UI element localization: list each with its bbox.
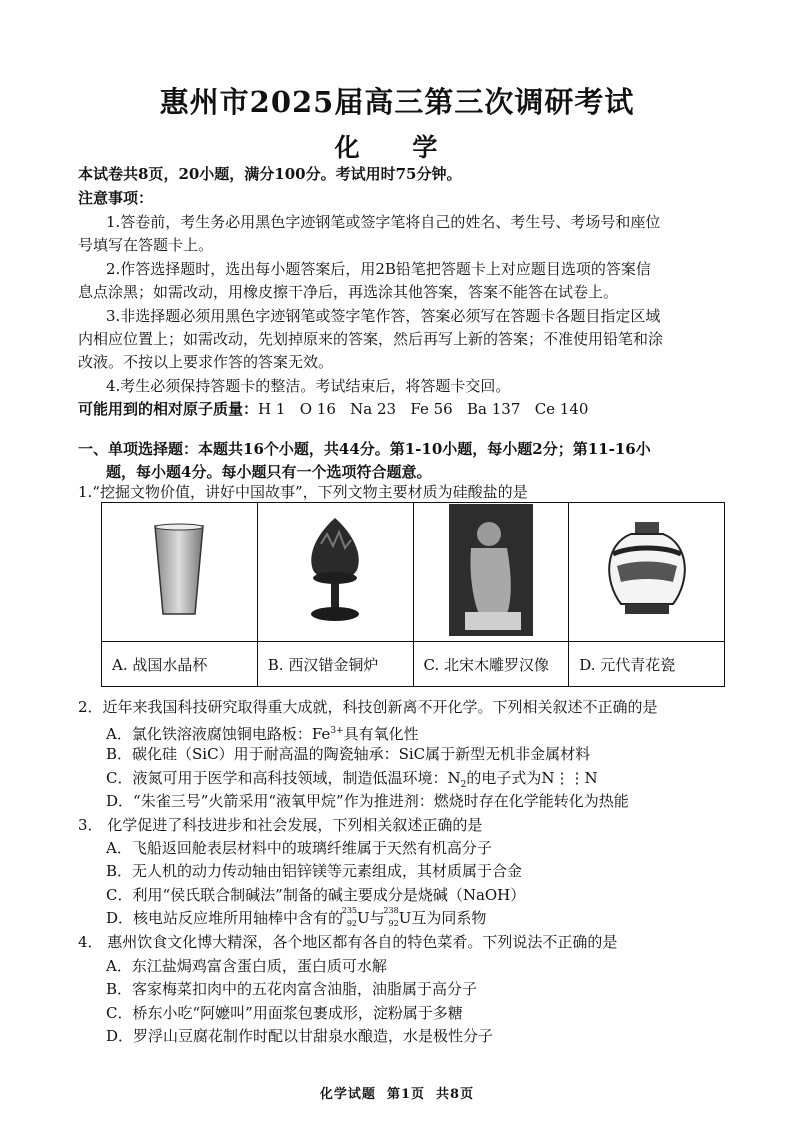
note-2-line-1: 2.作答选择题时，选出每小题答案后，用2B铅笔把答题卡上对应题目选项的答案信	[106, 260, 651, 278]
q2-option-c-text: C．液氮可用于医学和高科技领域，制造低温环境：N	[106, 769, 461, 787]
nuclide-235-atomic-number: 92	[346, 919, 358, 928]
bronze-censer-image	[297, 514, 373, 626]
exam-summary: 本试卷共8页，20小题，满分100分。考试用时75分钟。	[78, 165, 462, 183]
atomic-mass-line	[78, 398, 588, 420]
q2-option-b[interactable]: B．碳化硅（SiC）用于耐高温的陶瓷轴承：SiC属于新型无机非金属材料	[106, 745, 591, 763]
q1-artifact-table	[101, 502, 725, 687]
section-1-line-1: 一、单项选择题：本题共16个小题，共44分。第1-10小题，每小题2分；第11-16小	[78, 440, 651, 458]
q3-option-d[interactable]	[106, 907, 486, 929]
note-3-line-1: 3.非选择题必须用黑色字迹钢笔或签字笔作答，答案必须写在答题卡各题目指定区域	[106, 307, 661, 325]
q1-option-a-label: A.	[112, 655, 128, 674]
q3-option-d-u1: U与	[357, 909, 385, 927]
q2-stem: 2．近年来我国科技研究取得重大成就，科技创新离不开化学。下列相关叙述不正确的是	[78, 698, 658, 716]
q3-option-a[interactable]: A．飞船返回舱表层材料中的玻璃纤维属于天然有机高分子	[106, 839, 492, 857]
section-1-line-2: 题，每小题4分。每小题只有一个选项符合题意。	[106, 463, 432, 481]
notes-heading: 注意事项：	[78, 189, 154, 207]
subject-title: 化 学	[334, 133, 460, 162]
q1-option-c-label: C.	[423, 655, 440, 674]
q4-stem: 4． 惠州饮食文化博大精深，各个地区都有各自的特色菜肴。下列说法不正确的是	[78, 933, 618, 951]
q1-option-d-label: D.	[579, 655, 596, 674]
q4-option-a[interactable]: A．东江盐焗鸡富含蛋白质，蛋白质可水解	[106, 957, 387, 975]
wooden-arhat-statue-image	[449, 504, 533, 636]
q3-option-b[interactable]: B．无人机的动力传动轴由铝锌镁等元素组成，其材质属于合金	[106, 862, 523, 880]
q1-option-b-text: 西汉错金铜炉	[288, 655, 379, 674]
q1-option-a-text: 战国水晶杯	[132, 655, 208, 674]
q1-option-d[interactable]	[569, 642, 725, 687]
note-1-line-1: 1.答卷前，考生务必用黑色字迹钢笔或签字笔将自己的姓名、考生号、考场号和座位	[106, 213, 661, 231]
q2-option-c-subscript: 2	[460, 780, 467, 790]
q1-option-c-text: 北宋木雕罗汉像	[444, 655, 550, 674]
q1-option-d-text: 元代青花瓷	[600, 655, 676, 674]
q1-cell-c-image	[413, 503, 569, 642]
nuclide-238-atomic-number: 92	[388, 919, 399, 928]
blue-white-porcelain-jar-image	[601, 520, 693, 620]
q1-cell-d-image	[569, 503, 725, 642]
q1-cell-a-image	[102, 503, 258, 642]
note-2-line-2: 息点涂黑；如需改动，用橡皮擦干净后，再选涂其他答案，答案不能答在试卷上。	[78, 283, 619, 301]
note-3-line-3: 改液。不按以上要求作答的答案无效。	[78, 353, 334, 371]
q3-option-d-u2: U互为同系物	[398, 909, 487, 927]
nuclide-238-notation	[385, 907, 399, 929]
q1-stem: 1.“挖掘文物价值，讲好中国故事”，下列文物主要材质为硅酸盐的是	[78, 483, 528, 501]
q4-option-b[interactable]: B．客家梅菜扣肉中的五花肉富含油脂，油脂属于高分子	[106, 980, 478, 998]
q3-option-c[interactable]: C．利用“侯氏联合制碱法”制备的碱主要成分是烧碱（NaOH）	[106, 886, 526, 904]
q1-option-c[interactable]	[413, 642, 569, 687]
q1-option-b-label: B.	[267, 655, 284, 674]
note-4: 4.考生必须保持答题卡的整洁。考试结束后，将答题卡交回。	[106, 377, 511, 395]
q2-option-d[interactable]: D．“朱雀三号”火箭采用“液氧甲烷”作为推进剂：燃烧时存在化学能转化为热能	[106, 792, 629, 810]
q2-option-a-charge: 3+	[330, 726, 344, 736]
q2-option-a[interactable]	[106, 720, 419, 745]
q4-option-d[interactable]: D．罗浮山豆腐花制作时配以甘甜泉水酿造，水是极性分子	[106, 1027, 494, 1045]
nuclide-235-notation	[343, 907, 357, 929]
q1-option-b[interactable]	[257, 642, 413, 687]
page-footer: 化学试题 第1页 共8页	[319, 1087, 475, 1102]
q1-cell-b-image	[257, 503, 413, 642]
q3-option-d-text: D．核电站反应堆所用轴棒中含有的	[106, 909, 344, 927]
q2-option-a-text-end: 具有氧化性	[343, 725, 419, 743]
q4-option-c[interactable]: C．桥东小吃“阿嬷叫”用面浆包裹成形，淀粉属于多糖	[106, 1004, 463, 1022]
q1-option-a[interactable]	[102, 642, 258, 687]
q2-option-c-text-end: 的电子式为N⋮⋮N	[466, 769, 598, 787]
nuclide-235-mass: 235	[341, 906, 358, 915]
q3-stem: 3． 化学促进了科技进步和社会发展，下列相关叙述正确的是	[78, 816, 483, 834]
crystal-cup-image	[149, 522, 209, 618]
atomic-mass-values: H 1 O 16 Na 23 Fe 56 Ba 137 Ce 140	[258, 400, 589, 418]
note-3-line-2: 内相应位置上；如需改动，先划掉原来的答案，然后再写上新的答案；不准使用铅笔和涂	[78, 330, 664, 348]
nuclide-238-mass: 238	[383, 906, 399, 915]
exam-title: 惠州市2025届高三第三次调研考试	[159, 85, 635, 119]
atomic-mass-label: 可能用到的相对原子质量：	[78, 400, 259, 418]
q2-option-a-text: A．氯化铁溶液腐蚀铜电路板：Fe	[106, 725, 331, 743]
note-1-line-2: 号填写在答题卡上。	[78, 236, 214, 254]
